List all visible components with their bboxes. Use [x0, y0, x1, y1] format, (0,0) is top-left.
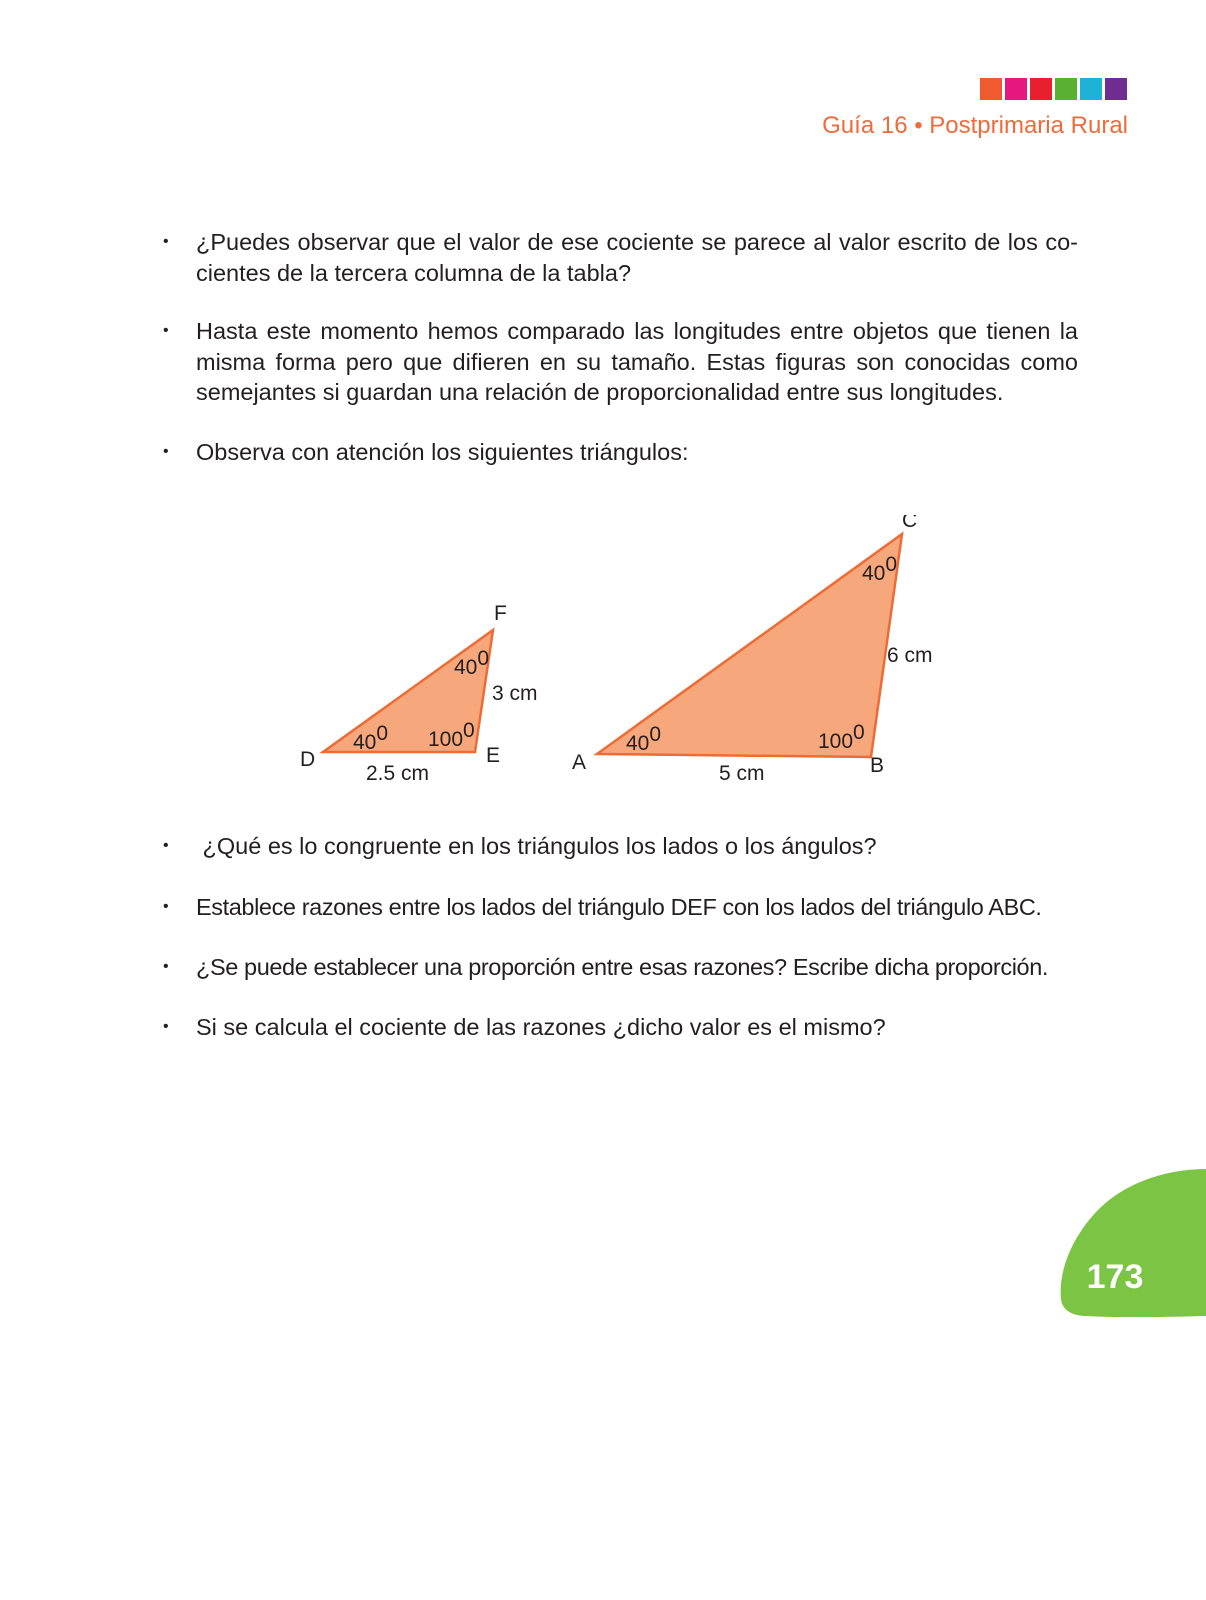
bullet-text: ¿Qué es lo congruente en los triángulos los lados o los ángulos?: [196, 833, 877, 859]
bullet-dot: •: [163, 837, 169, 854]
color-square: [1030, 78, 1052, 100]
color-square: [1005, 78, 1027, 100]
bullet-text: Si se calcula el cociente de las razones ¿dicho valor es el mismo?: [196, 1014, 886, 1040]
angle-value: 40: [454, 656, 478, 679]
header-color-strip: [980, 78, 1127, 100]
degree-mark: 0: [885, 553, 898, 576]
side-label-ab: 5 cm: [719, 762, 765, 785]
degree-mark: 0: [477, 647, 490, 670]
angle-value: 100: [428, 728, 464, 751]
bullet-item: [163, 892, 1078, 923]
bullet-item: [163, 952, 1078, 983]
vertex-label-d: D: [300, 748, 316, 771]
bullet-item: [163, 316, 1078, 408]
bullet-text: ¿Se puede establecer una proporción entre esas razones? Escribe dicha proporción.: [196, 954, 1048, 980]
color-square: [1105, 78, 1127, 100]
bullet-dot: •: [163, 898, 169, 915]
bullet-dot: •: [163, 443, 169, 460]
degree-mark: 0: [853, 721, 865, 744]
vertex-label-a: A: [572, 751, 587, 774]
bullet-dot: •: [163, 322, 169, 339]
side-label-ef: 3 cm: [492, 682, 538, 705]
color-square: [1055, 78, 1077, 100]
page-number: 173: [1086, 1258, 1144, 1296]
degree-mark: 0: [649, 723, 662, 746]
bullet-item: [163, 437, 1078, 468]
side-label-de: 2.5 cm: [366, 762, 430, 785]
bullet-dot: •: [163, 958, 169, 975]
bullet-item: [163, 1012, 1078, 1043]
angle-value: 40: [626, 732, 650, 755]
triangles-svg: [290, 515, 970, 810]
degree-mark: 0: [376, 722, 389, 745]
color-square: [980, 78, 1002, 100]
bullet-item: [163, 831, 1078, 862]
side-label-bc: 6 cm: [887, 644, 933, 667]
bullet-text: Observa con atención los siguientes triángulos:: [196, 439, 689, 465]
angle-value: 40: [862, 562, 886, 585]
bullet-dot: •: [163, 233, 169, 250]
color-square: [1080, 78, 1102, 100]
bullet-text: ¿Puedes observar que el valor de ese cociente se parece al valor escrito de los co-cientes de la tercera columna de la tabla?: [196, 229, 1078, 286]
vertex-label-b: B: [870, 754, 885, 777]
bullet-text: Establece razones entre los lados del triángulo DEF con los lados del triángulo ABC.: [196, 894, 1042, 920]
header-title: Guía 16 • Postprimaria Rural: [822, 112, 1128, 139]
triangles-figure: [290, 515, 970, 810]
bullet-text: Hasta este momento hemos comparado las longitudes entre objetos que tienen la misma forma pero que difieren en su tamaño. Estas figuras son conocidas como semejantes si guardan una relación de proporcionalidad entre sus longitudes.: [196, 318, 1078, 405]
bullet-item: [163, 227, 1078, 288]
vertex-label-f: F: [494, 602, 507, 625]
angle-value: 100: [818, 730, 854, 753]
bullet-dot: •: [163, 1018, 169, 1035]
degree-mark: 0: [463, 719, 475, 742]
vertex-label-c: C: [902, 515, 918, 532]
angle-value: 40: [353, 731, 377, 754]
vertex-label-e: E: [486, 744, 501, 767]
